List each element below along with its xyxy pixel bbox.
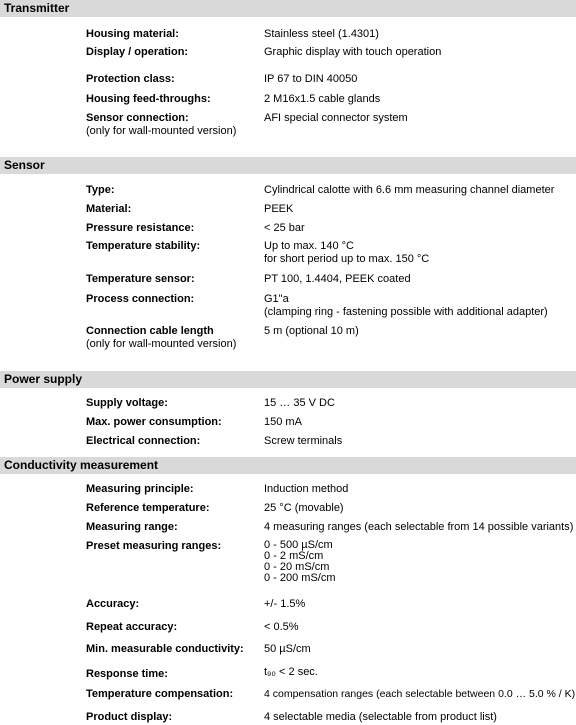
value-line: 0 - 20 mS/cm [264,561,330,573]
spec-value-protection: IP 67 to DIN 40050 [264,73,358,85]
section-header-transmitter: Transmitter [0,0,576,17]
spec-label-note: (only for wall-mounted version) [86,125,237,137]
spec-label-measuring-principle: Measuring principle: [86,483,194,495]
spec-label-min-conductivity: Min. measurable conductivity: [86,643,244,655]
spec-value-response-time: t₉₀ < 2 sec. [264,666,318,678]
spec-value-measuring-range: 4 measuring ranges (each selectable from 14 possible variants) [264,521,574,533]
spec-label-cable-length [86,325,236,351]
spec-label-protection: Protection class: [86,73,175,85]
value-line: G1"a [264,293,289,305]
spec-label-feedthroughs: Housing feed-throughs: [86,93,211,105]
spec-value-cable-length: 5 m (optional 10 m) [264,325,359,337]
spec-value-min-conductivity: 50 µS/cm [264,643,311,655]
spec-value-material: PEEK [264,203,294,215]
section-header-sensor: Sensor [0,157,576,174]
spec-label-accuracy: Accuracy: [86,598,140,610]
spec-value-supply-voltage: 15 … 35 V DC [264,397,335,409]
spec-value-temp-compensation: 4 compensation ranges (each selectable between 0.0 … 5.0 % / K) [264,688,576,700]
value-line: 0 - 200 mS/cm [264,572,336,584]
spec-label-measuring-range: Measuring range: [86,521,178,533]
spec-label-preset-ranges: Preset measuring ranges: [86,540,222,552]
spec-label-reference-temperature: Reference temperature: [86,502,210,514]
spec-label-pressure: Pressure resistance: [86,222,195,234]
spec-value-preset-ranges [264,540,336,584]
value-line: (clamping ring - fastening possible with additional adapter) [264,306,548,318]
spec-value-sensor-connection: AFI special connector system [264,112,408,124]
spec-label-type: Type: [86,184,115,196]
value-line: 0 - 2 mS/cm [264,550,324,562]
value-line: Up to max. 140 °C [264,240,354,252]
spec-label-material: Material: [86,203,132,215]
spec-value-pressure: < 25 bar [264,222,305,234]
spec-value-reference-temperature: 25 °C (movable) [264,502,344,514]
spec-label-temp-sensor: Temperature sensor: [86,273,195,285]
spec-value-repeat-accuracy: < 0.5% [264,621,299,633]
spec-value-temp-stability [264,240,429,266]
spec-value-measuring-principle: Induction method [264,483,349,495]
spec-value-electrical-connection: Screw terminals [264,435,343,447]
spec-label-temp-compensation: Temperature compensation: [86,688,234,700]
section-header-power-supply: Power supply [0,371,576,388]
spec-value-feedthroughs: 2 M16x1.5 cable glands [264,93,381,105]
value-line: for short period up to max. 150 °C [264,253,430,265]
spec-label-process-connection: Process connection: [86,293,195,305]
spec-label-text: Connection cable length [86,325,214,337]
spec-value-type: Cylindrical calotte with 6.6 mm measuring channel diameter [264,184,555,196]
spec-label-note: (only for wall-mounted version) [86,338,237,350]
spec-label-power-consumption: Max. power consumption: [86,416,222,428]
spec-value-process-connection [264,293,548,319]
spec-label-sensor-connection [86,112,236,138]
spec-value-power-consumption: 150 mA [264,416,302,428]
spec-value-product-display: 4 selectable media (selectable from product list) [264,711,497,723]
spec-value-housing-material: Stainless steel (1.4301) [264,28,379,40]
spec-label-product-display: Product display: [86,711,173,723]
spec-value-temp-sensor: PT 100, 1.4404, PEEK coated [264,273,411,285]
spec-value-display: Graphic display with touch operation [264,46,442,58]
spec-value-accuracy: +/- 1.5% [264,598,306,610]
section-header-conductivity: Conductivity measurement [0,457,576,474]
spec-label-response-time: Response time: [86,668,168,680]
spec-label-temp-stability: Temperature stability: [86,240,201,252]
spec-label-repeat-accuracy: Repeat accuracy: [86,621,178,633]
spec-label-display: Display / operation: [86,46,189,58]
spec-label-electrical-connection: Electrical connection: [86,435,201,447]
value-line: 0 - 500 µS/cm [264,539,333,551]
spec-label-text: Sensor connection: [86,112,189,124]
spec-label-supply-voltage: Supply voltage: [86,397,168,409]
spec-label-housing-material: Housing material: [86,28,179,40]
